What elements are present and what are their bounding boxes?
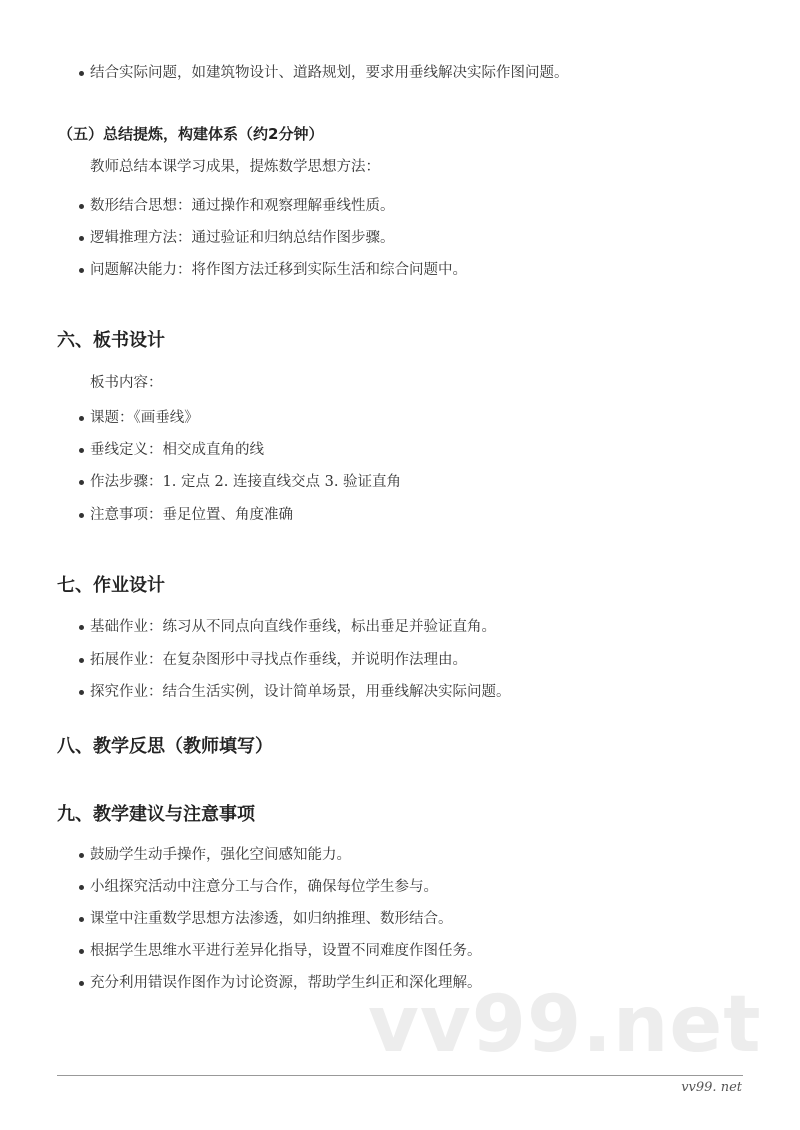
list-item: 充分利用错误作图作为讨论资源，帮助学生纠正和深化理解。 (90, 975, 482, 991)
list-item: 结合实际问题，如建筑物设计、道路规划，要求用垂线解决实际作图问题。 (90, 65, 569, 81)
list-item: 数形结合思想：通过操作和观察理解垂线性质。 (90, 198, 395, 214)
list-item: 鼓励学生动手操作，强化空间感知能力。 (90, 847, 351, 863)
paragraph: 教师总结本课学习成果，提炼数学思想方法： (90, 159, 380, 175)
paragraph: 板书内容： (90, 375, 163, 391)
list-item: 拓展作业：在复杂图形中寻找点作垂线，并说明作法理由。 (90, 652, 467, 668)
list-item: 根据学生思维水平进行差异化指导，设置不同难度作图任务。 (90, 943, 482, 959)
list-item: 课堂中注重数学思想方法渗透，如归纳推理、数形结合。 (90, 911, 453, 927)
list-item: 课题：《画垂线》 (90, 410, 199, 426)
section-heading: 七、作业设计 (57, 575, 165, 596)
subsection-title: （五）总结提炼，构建体系（约2分钟） (58, 125, 324, 143)
list-item: 作法步骤：1. 定点 2. 连接直线交点 3. 验证直角 (90, 474, 402, 490)
watermark: vv99.net (368, 980, 762, 1070)
section-heading: 六、板书设计 (57, 330, 165, 351)
footer-site: vv99. net (681, 1080, 742, 1095)
list-item: 注意事项：垂足位置、角度准确 (90, 507, 293, 523)
list-item: 问题解决能力：将作图方法迁移到实际生活和综合问题中。 (90, 262, 467, 278)
section-heading: 九、教学建议与注意事项 (57, 804, 255, 825)
footer-divider (57, 1075, 743, 1076)
list-item: 基础作业：练习从不同点向直线作垂线，标出垂足并验证直角。 (90, 619, 496, 635)
list-item: 小组探究活动中注意分工与合作，确保每位学生参与。 (90, 879, 438, 895)
list-item: 逻辑推理方法：通过验证和归纳总结作图步骤。 (90, 230, 395, 246)
list-item: 探究作业：结合生活实例，设计简单场景，用垂线解决实际问题。 (90, 684, 511, 700)
list-item: 垂线定义：相交成直角的线 (90, 442, 264, 458)
section-heading: 八、教学反思（教师填写） (57, 736, 273, 757)
